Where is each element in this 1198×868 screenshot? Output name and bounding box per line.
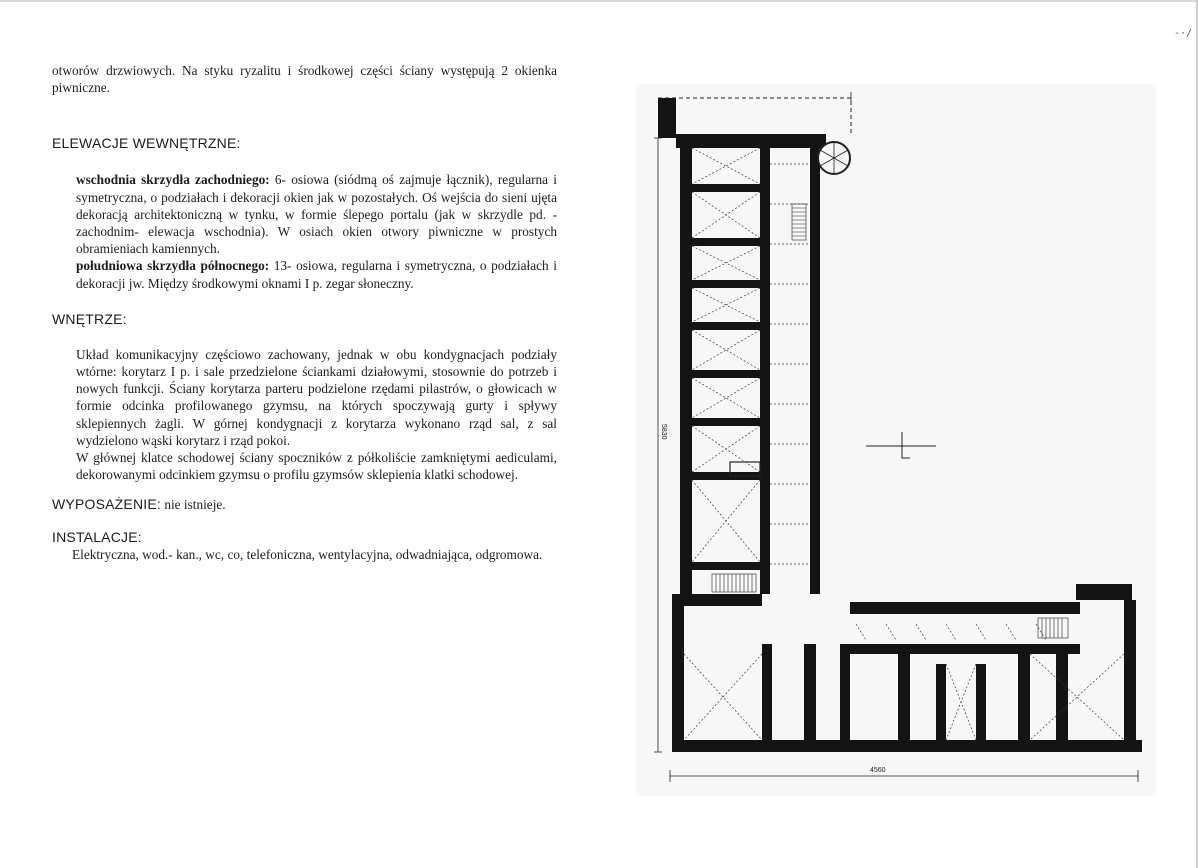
- installations-text: Elektryczna, wod.- kan., wc, co, telefoniczna, wentylacyjna, odwadniająca, odgromowa.: [72, 546, 543, 562]
- wall-group: [658, 98, 1142, 752]
- wall-south-west-outer: [672, 606, 684, 746]
- heading-interior: WNĘTRZE:: [52, 310, 127, 327]
- heading-equipment: WYPOSAŻENIE:: [52, 496, 161, 513]
- floor-plan-drawing: [636, 84, 1156, 796]
- wall-east-wing-north: [850, 602, 1080, 614]
- vault-diagonals: [684, 654, 762, 740]
- wall-south-west-block: [672, 594, 762, 606]
- intro-paragraph: otworów drzwiowych. Na styku ryzalitu i środkowej części ściany występują 2 okienka piwniczne.: [52, 63, 557, 96]
- corridor-vault-lines-east: [856, 624, 1046, 640]
- vault-diagonals: [1030, 654, 1124, 740]
- cross-wall: [692, 280, 760, 288]
- dimension-label-horizontal: 4560: [870, 767, 886, 774]
- cross-wall: [692, 238, 760, 246]
- east-elevation-paragraph: [52, 171, 557, 257]
- vault-diagonals: [692, 426, 760, 472]
- page-edge-top: [0, 0, 1198, 2]
- wall-lower-3: [840, 644, 850, 740]
- vault-diagonals: [692, 480, 760, 562]
- wall-north: [676, 134, 826, 148]
- vault-diagonals: [946, 664, 976, 740]
- interior-paragraph-1: Układ komunikacyjny częściowo zachowany, jednak w obu kondygnacjach podziały wtórne: korytarz I p. i sale przedzielone ściankami działowymi, stosownie do potrzeb i nowych funkcji. Ściany korytarza parteru podzielone rzędami pilastrów, o głowicach w formie odcinka profilowanego gzymsu, na których spoczywają gurty i spływy sklepiennych żagli. W górnej kondygnacji z korytarza wykonano rząd sal, z sal wydzielono wąski korytarz i rząd pokoi.: [76, 346, 557, 448]
- wall-lower-1: [762, 644, 772, 740]
- wall-north-corner: [658, 98, 676, 138]
- wall-lower-8: [1056, 650, 1068, 740]
- wall-east-end: [1076, 584, 1132, 600]
- east-elevation-label: wschodnia skrzydła zachodniego:: [76, 172, 270, 188]
- south-elevation-label: południowa skrzydła północnego:: [76, 258, 270, 274]
- floor-plan-figure: [636, 84, 1156, 796]
- wall-east-outer: [1124, 600, 1136, 744]
- stair-flight-north: [792, 204, 806, 240]
- wall-lower-6: [976, 664, 986, 740]
- equipment-row: [52, 495, 557, 513]
- south-elevation-paragraph: [52, 257, 557, 291]
- wall-lower-5: [936, 664, 946, 740]
- cross-wall: [692, 184, 760, 192]
- dashed-outline-top: [658, 98, 851, 136]
- wall-lower-2: [804, 644, 816, 740]
- wall-west-outer: [680, 148, 692, 596]
- stair-flight-main: [712, 574, 756, 592]
- wall-south: [672, 740, 1142, 752]
- heading-elevations: ELEWACJE WEWNĘTRZNE:: [52, 135, 241, 152]
- vault-diagonals: [692, 330, 760, 370]
- vault-diagonals: [692, 288, 760, 322]
- vault-diagonals: [692, 246, 760, 280]
- wall-lower-4: [898, 644, 910, 740]
- scan-corner-mark: -·/: [1173, 28, 1192, 39]
- vault-diagonals: [692, 148, 760, 184]
- wall-west-inner: [760, 148, 770, 594]
- heading-installations: INSTALACJE:: [52, 528, 142, 545]
- cross-wall: [692, 562, 760, 570]
- cross-wall: [692, 322, 760, 330]
- dimension-label-vertical: 5830: [660, 424, 667, 440]
- cross-wall: [692, 370, 760, 378]
- wall-east-corridor: [810, 148, 820, 594]
- cross-wall: [692, 418, 760, 426]
- stair-steps: [1042, 618, 1062, 638]
- equipment-value: nie istnieje.: [164, 497, 226, 513]
- east-elevation-text: 6- osiowa (siódmą oś zajmuje łącznik), regularna i symetryczna, o podziałach i dekoracji okien jak w pozostałych. Oś wejścia do sieni ujęta dekoracją architektoniczną w tynku, w formie ślepego portalu (jak w skrzydle pd. - zachodnim- elewacja wschodnia). W osiach okien otwory piwniczne w prostych obramieniach kamiennych.: [76, 172, 557, 257]
- vault-diagonals: [692, 378, 760, 418]
- wall-east-wing-corridor: [850, 644, 1080, 654]
- wall-lower-7: [1018, 650, 1030, 740]
- north-arrow-icon: [866, 432, 936, 458]
- interior-paragraph-2: W głównej klatce schodowej ściany spoczników z półkoliście zamkniętymi aediculami, dekorowanymi odcinkiem gzymsu o profilu gzymsów sklepienia klatki schodowej.: [76, 450, 557, 483]
- stair-steps: [716, 574, 752, 592]
- south-elevation-text: 13- osiowa, regularna i symetryczna, o podziałach i dekoracji jw. Między środkowymi oknami I p. zegar słoneczny.: [76, 258, 557, 291]
- document-text-column: [52, 62, 557, 563]
- stair-steps: [792, 208, 806, 236]
- vault-diagonals: [692, 192, 760, 238]
